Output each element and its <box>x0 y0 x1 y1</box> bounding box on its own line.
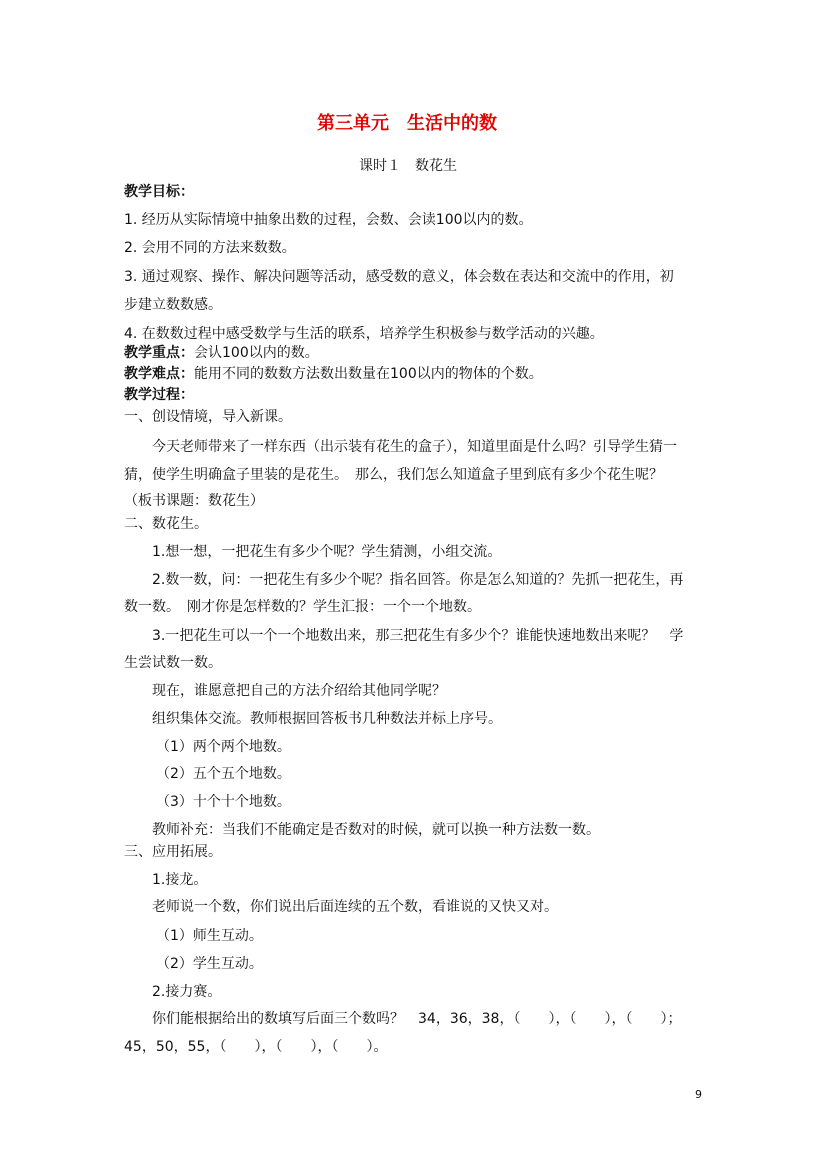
paragraph-line: 你们能根据给出的数填写后面三个数吗？ 34，36，38，（ ），（ ），（ ）； <box>152 1011 682 1027</box>
goal-line: 2. 会用不同的方法来数数。 <box>124 240 296 256</box>
paragraph-line: 1.接龙。 <box>152 872 208 888</box>
section-heading: 三、应用拓展。 <box>124 844 222 860</box>
goal-line: 1. 经历从实际情境中抽象出数的过程，会数、会读100以内的数。 <box>124 212 533 228</box>
paragraph-line: 今天老师带来了一样东西（出示装有花生的盒子），知道里面是什么吗？引导学生猜一 <box>152 439 677 455</box>
paragraph-line: 2.数一数，问：一把花生有多少个呢？指名回答。你是怎么知道的？先抓一把花生，再 <box>152 572 684 588</box>
paragraph-line: 猜，使学生明确盒子里装的是花生。 那么，我们怎么知道盒子里到底有多少个花生呢？ <box>124 467 663 483</box>
page-number: 9 <box>695 1088 702 1101</box>
key-point-label: 教学重点： <box>124 345 194 361</box>
paragraph-line: 1.想一想，一把花生有多少个呢？学生猜测，小组交流。 <box>152 544 502 560</box>
lesson-subtitle: 课时１ 数花生 <box>359 158 457 174</box>
paragraph-line: 教师补充：当我们不能确定是否数对的时候，就可以换一种方法数一数。 <box>152 822 600 838</box>
process-heading: 教学过程： <box>124 387 194 403</box>
difficulty <box>124 365 543 383</box>
difficulty-text: 能用不同的数数方法数出数量在100以内的物体的个数。 <box>194 366 543 382</box>
paragraph-line: 45，50，55，（ ），（ ），（ ）。 <box>124 1039 388 1055</box>
list-item: （2）学生互动。 <box>156 956 263 972</box>
list-item: （3）十个十个地数。 <box>156 794 291 810</box>
paragraph-line: （板书课题：数花生） <box>124 493 264 509</box>
paragraph-line: 老师说一个数，你们说出后面连续的五个数，看谁说的又快又对。 <box>152 899 558 915</box>
paragraph-line: 3.一把花生可以一个一个地数出来，那三把花生有多少个？谁能快速地数出来呢？ 学 <box>152 628 684 644</box>
page-title: 第三单元 生活中的数 <box>317 113 497 134</box>
paragraph-line: 2.接力赛。 <box>152 984 222 1000</box>
paragraph-line: 组织集体交流。教师根据回答板书几种数法并标上序号。 <box>152 711 502 727</box>
list-item: （2）五个五个地数。 <box>156 766 291 782</box>
difficulty-label: 教学难点： <box>124 366 194 382</box>
paragraph-line: 数一数。 刚才你是怎样数的？学生汇报：一个一个地数。 <box>124 599 481 615</box>
paragraph-line: 现在，谁愿意把自己的方法介绍给其他同学呢？ <box>152 683 446 699</box>
goal-line: 3. 通过观察、操作、解决问题等活动，感受数的意义，体会数在表达和交流中的作用，初 <box>124 269 674 285</box>
goal-line: 步建立数数感。 <box>124 297 222 313</box>
goal-line: 4. 在数数过程中感受数学与生活的联系，培养学生积极参与数学活动的兴趣。 <box>124 326 604 342</box>
list-item: （1）师生互动。 <box>156 928 263 944</box>
paragraph-line: 生尝试数一数。 <box>124 655 222 671</box>
section-heading: 二、数花生。 <box>124 516 208 532</box>
key-point-text: 会认100以内的数。 <box>194 345 319 361</box>
section-heading: 一、创设情境，导入新课。 <box>124 409 292 425</box>
key-point <box>124 344 319 362</box>
goals-heading: 教学目标： <box>124 184 194 200</box>
list-item: （1）两个两个地数。 <box>156 739 291 755</box>
